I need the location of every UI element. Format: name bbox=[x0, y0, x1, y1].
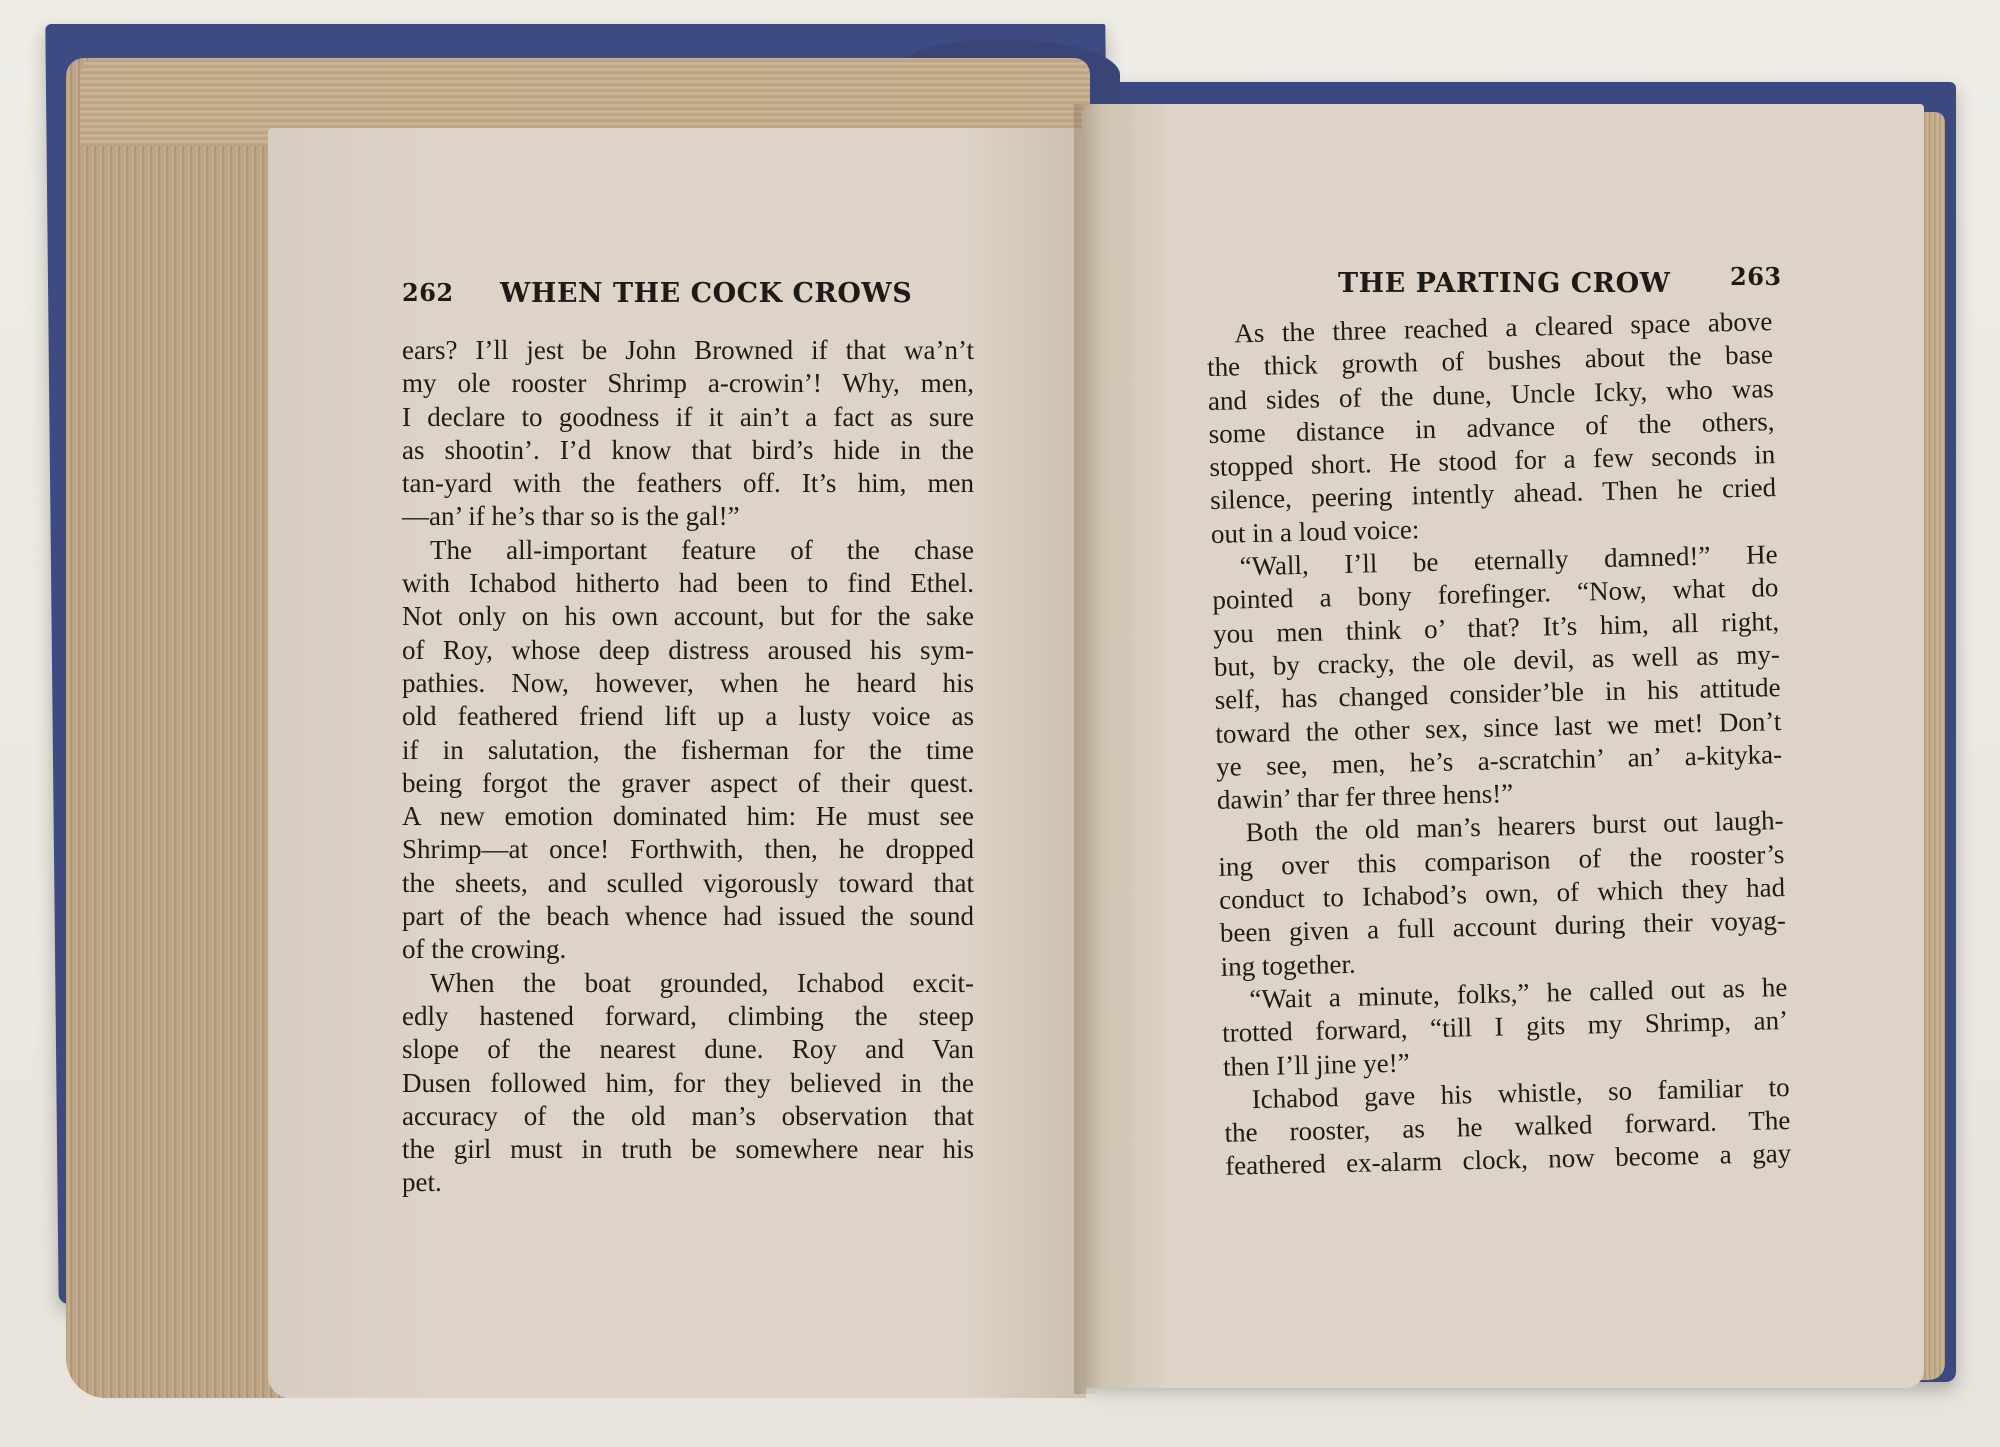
text-line: ing over this comparison of the rooster’s bbox=[1218, 838, 1785, 882]
text-line: the thick growth of bushes about the base bbox=[1206, 339, 1774, 383]
text-line: been given a full account during their voyag- bbox=[1219, 905, 1787, 949]
right-page-number: 263 bbox=[1730, 262, 1782, 291]
text-line: the sheets, and sculled vigorously toward that bbox=[402, 867, 974, 898]
text-line: Not only on his own account, but for the sake bbox=[402, 601, 974, 632]
text-line: being forgot the graver aspect of their quest. bbox=[402, 767, 974, 798]
text-line: pet. bbox=[402, 1167, 442, 1198]
text-line: old feathered friend lift up a lusty voice as bbox=[402, 701, 974, 732]
text-line: of the crowing. bbox=[402, 934, 567, 965]
text-line: accuracy of the old man’s observation that bbox=[402, 1100, 974, 1131]
text-line: if in salutation, the fisherman for the time bbox=[402, 734, 974, 765]
text-line: with Ichabod hitherto had been to find Ethel. bbox=[402, 568, 974, 599]
text-line: A new emotion dominated him: He must see bbox=[402, 801, 974, 832]
text-line: silence, peering intently ahead. Then he cried bbox=[1209, 472, 1777, 516]
right-page-body bbox=[1206, 305, 1791, 1183]
text-line: some distance in advance of the others, bbox=[1208, 406, 1775, 449]
text-line: self, has changed consider’ble in his attitude bbox=[1214, 672, 1781, 716]
right-running-head: THE PARTING CROW bbox=[1338, 268, 1671, 299]
text-line: of Roy, whose deep distress aroused his sym- bbox=[402, 634, 974, 665]
text-line: ing together. bbox=[1220, 948, 1357, 982]
page-edges-left bbox=[66, 58, 286, 1398]
text-line: as shootin’. I’d know that bird’s hide in the bbox=[402, 434, 974, 465]
text-line: pointed a bony forefinger. “Now, what do bbox=[1212, 572, 1779, 616]
text-line: then I’ll jine ye!” bbox=[1222, 1047, 1410, 1082]
text-line: I declare to goodness if it ain’t a fact as sure bbox=[402, 401, 974, 432]
book-gutter bbox=[1074, 104, 1102, 1394]
text-line: out in a loud voice: bbox=[1210, 514, 1420, 549]
text-line: stopped short. He stood for a few seconds in bbox=[1209, 439, 1776, 483]
text-line: edly hastened forward, climbing the steep bbox=[402, 1000, 974, 1031]
text-line: “Wait a minute, folks,” he called out as he bbox=[1249, 971, 1788, 1015]
text-line: slope of the nearest dune. Roy and Van bbox=[402, 1034, 974, 1065]
text-line: pathies. Now, however, when he heard his bbox=[402, 667, 974, 698]
text-line: Ichabod gave his whistle, so familiar to bbox=[1251, 1071, 1790, 1114]
text-line: ears? I’ll jest be John Browned if that wa’n’t bbox=[402, 335, 974, 365]
text-line: As the three reached a cleared space above bbox=[1234, 306, 1773, 349]
text-line: —an’ if he’s thar so is the gal!” bbox=[402, 501, 740, 532]
text-line: trotted forward, “till I gits my Shrimp, an’ bbox=[1221, 1005, 1789, 1049]
text-line: Both the old man’s hearers burst out laugh- bbox=[1245, 805, 1784, 848]
text-line: but, by cracky, the ole devil, as well as my- bbox=[1213, 639, 1781, 682]
text-line: “Wall, I’ll be eternally damned!” He bbox=[1239, 539, 1778, 582]
text-line: When the boat grounded, Ichabod excit- bbox=[430, 967, 974, 998]
text-line: part of the beach whence had issued the sound bbox=[402, 901, 974, 932]
left-page-body bbox=[402, 334, 974, 1200]
text-line: conduct to Ichabod’s own, of which they had bbox=[1218, 872, 1786, 915]
text-line: ye see, men, he’s a-scratchin’ an’ a-kityka- bbox=[1215, 738, 1783, 782]
text-line: dawin’ thar fer three hens!” bbox=[1216, 778, 1514, 816]
left-page-number: 262 bbox=[402, 278, 454, 307]
left-running-head: WHEN THE COCK CROWS bbox=[500, 278, 913, 309]
text-line: the rooster, as he walked forward. The bbox=[1224, 1105, 1791, 1148]
text-line: my ole rooster Shrimp a-crowin’! Why, men, bbox=[402, 368, 974, 399]
text-line: the girl must in truth be somewhere near his bbox=[402, 1134, 974, 1165]
text-line: you men think o’ that? It’s him, all right, bbox=[1212, 605, 1780, 649]
text-line: toward the other sex, since last we met! Don’t bbox=[1215, 705, 1782, 749]
text-line: feathered ex-alarm clock, now become a gay bbox=[1224, 1138, 1792, 1182]
text-line: Shrimp—at once! Forthwith, then, he dropped bbox=[402, 834, 974, 865]
text-line: Dusen followed him, for they believed in the bbox=[402, 1067, 974, 1098]
text-line: and sides of the dune, Uncle Icky, who was bbox=[1207, 372, 1775, 416]
text-line: tan-yard with the feathers off. It’s him, men bbox=[402, 468, 974, 499]
text-line: The all-important feature of the chase bbox=[430, 534, 974, 565]
